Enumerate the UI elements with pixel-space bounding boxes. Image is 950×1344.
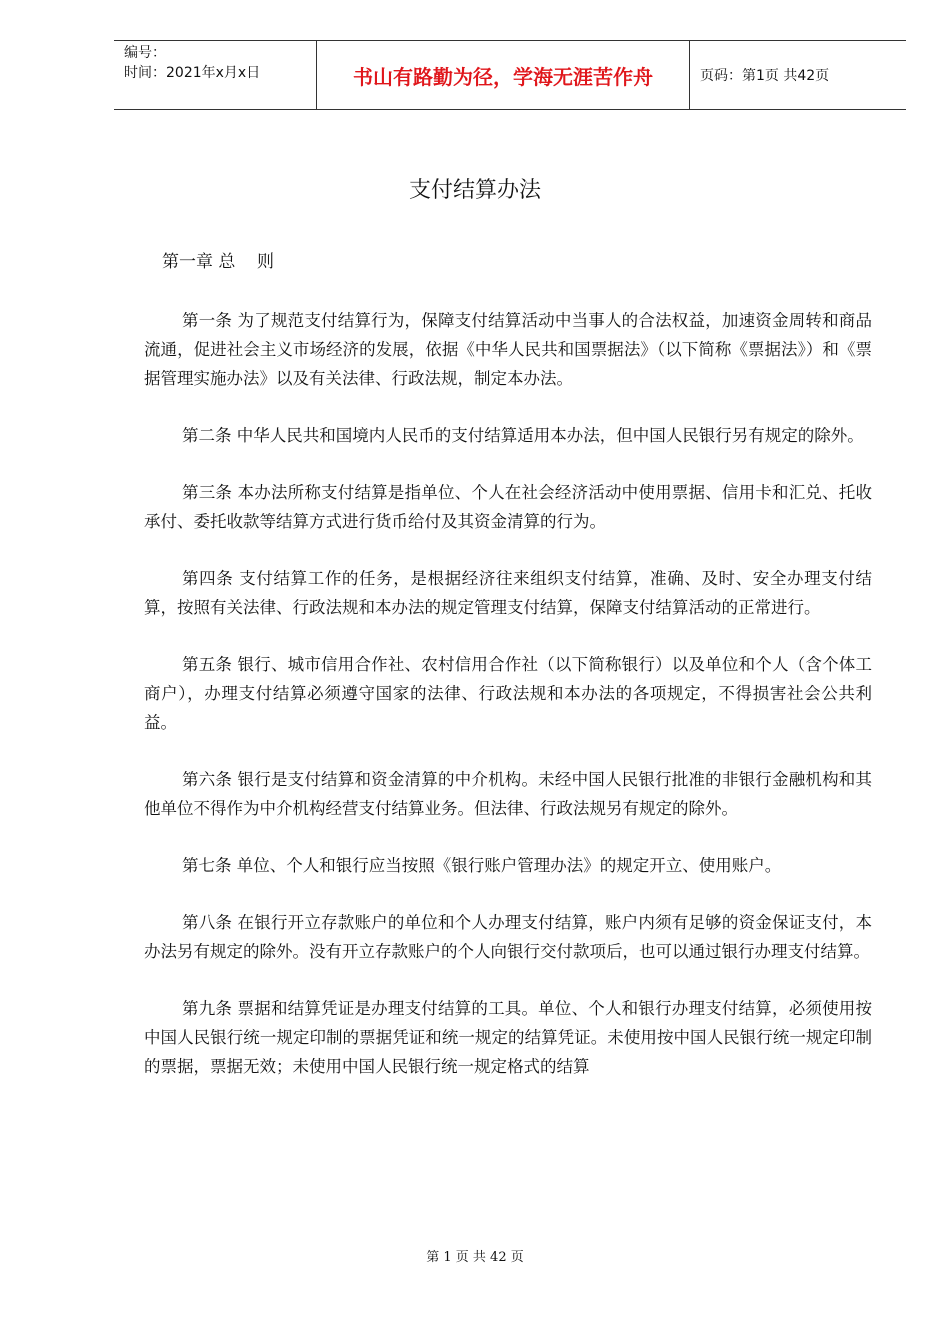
chapter-heading: 第一章 总 则: [162, 252, 275, 272]
article-4: 第四条 支付结算工作的任务，是根据经济往来组织支付结算，准确、及时、安全办理支付结算，按照有关法律、行政法规和本办法的规定管理支付结算，保障支付结算活动的正常进行。: [144, 569, 872, 617]
page-header: [114, 40, 906, 110]
header-motto: 书山有路勤为径，学海无涯苦作舟: [316, 41, 690, 109]
article-8: 第八条 在银行开立存款账户的单位和个人办理支付结算，账户内须有足够的资金保证支付，本办法另有规定的除外。没有开立存款账户的个人向银行交付款项后，也可以通过银行办理支付结算。: [144, 913, 872, 961]
article-3: 第三条 本办法所称支付结算是指单位、个人在社会经济活动中使用票据、信用卡和汇兑、托收承付、委托收款等结算方式进行货币给付及其资金清算的行为。: [144, 483, 872, 531]
number-label: 编号：: [124, 45, 166, 61]
article-6: 第六条 银行是支付结算和资金清算的中介机构。未经中国人民银行批准的非银行金融机构和其他单位不得作为中介机构经营支付结算业务。但法律、行政法规另有规定的除外。: [144, 770, 872, 818]
document-body: [144, 306, 872, 1109]
article-5: 第五条 银行、城市信用合作社、农村信用合作社（以下简称银行）以及单位和个人（含个体工商户），办理支付结算必须遵守国家的法律、行政法规和本办法的各项规定，不得损害社会公共利益。: [144, 655, 872, 732]
article-2: 第二条 中华人民共和国境内人民币的支付结算适用本办法，但中国人民银行另有规定的除外。: [182, 426, 864, 445]
header-page-number: 页码：第1页 共42页: [700, 68, 830, 84]
document-title: 支付结算办法: [408, 178, 541, 203]
header-meta: [114, 41, 316, 109]
article-7: 第七条 单位、个人和银行应当按照《银行账户管理办法》的规定开立、使用账户。: [182, 856, 782, 875]
article-1: 第一条 为了规范支付结算行为，保障支付结算活动中当事人的合法权益，加速资金周转和商品流通，促进社会主义市场经济的发展，依据《中华人民共和国票据法》（以下简称《票据法》）和《票据管理实施办法》以及有关法律、行政法规，制定本办法。: [144, 311, 872, 388]
page-footer: 第 1 页 共 42 页: [426, 1250, 524, 1265]
article-9: 第九条 票据和结算凭证是办理支付结算的工具。单位、个人和银行办理支付结算，必须使用按中国人民银行统一规定印制的票据凭证和统一规定的结算凭证。未使用按中国人民银行统一规定印制的票据，票据无效；未使用中国人民银行统一规定格式的结算: [144, 999, 872, 1076]
time-text: 时间：2021年x月x日: [124, 65, 261, 81]
